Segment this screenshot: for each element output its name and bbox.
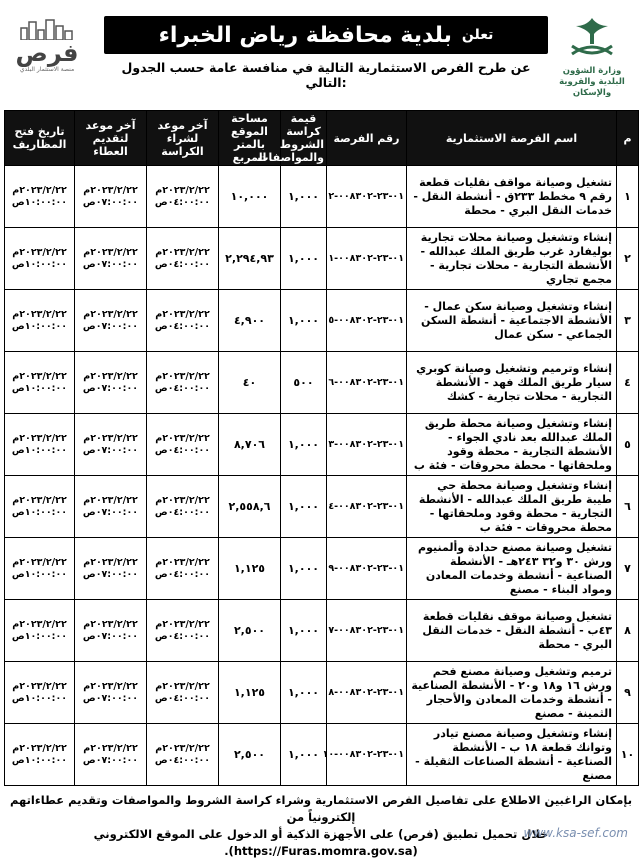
table-header-row	[5, 111, 639, 166]
last-submit-date: ٢٠٢٣/٢/٢٢م ٠٧:٠٠:٠٠ص	[75, 414, 147, 476]
table-row	[5, 414, 639, 476]
last-submit-date: ٢٠٢٣/٢/٢٢م ٠٧:٠٠:٠٠ص	[75, 290, 147, 352]
watermark: www.ksa-sef.com	[523, 826, 628, 840]
col-header-price: قيمة كراسة الشروط والمواصفات	[281, 111, 327, 166]
opportunity-name: إنشاء وتشغيل وصيانة سكن عمال - الأنشطة الاجتماعية - أنشطة السكن الجماعي - سكن عمال	[407, 290, 617, 352]
booklet-price: ٥٠٠	[281, 352, 327, 414]
row-index: ٦	[617, 476, 639, 538]
row-index: ١٠	[617, 724, 639, 786]
col-header-m: م	[617, 111, 639, 166]
table-row	[5, 476, 639, 538]
booklet-price: ١,٠٠٠	[281, 662, 327, 724]
skyline-icon	[19, 18, 75, 40]
site-area: ١٠,٠٠٠	[219, 166, 281, 228]
open-date: ٢٠٢٣/٢/٢٢م ١٠:٠٠:٠٠ص	[5, 476, 75, 538]
opportunity-name: تشغيل وصيانة مواقف نقليات قطعة رقم ٩ مخطط ٢٣٣ق - أنشطة النقل - خدمات النقل البري - محطة	[407, 166, 617, 228]
opportunity-name: ترميم وتشغيل وصيانة مصنع فحم ورش ١٦ و١٨ و٢٠ - الأنشطة الصناعية - أنشطة وخدمات المعادن والأحجار الثمينة - مصنع	[407, 662, 617, 724]
open-date: ٢٠٢٣/٢/٢٢م ١٠:٠٠:٠٠ص	[5, 166, 75, 228]
page-title: بلدية محافظة رياض الخبراء	[158, 22, 452, 48]
col-header-open-date: تاريخ فتح المظاريف	[5, 111, 75, 166]
opportunities-table	[4, 110, 639, 786]
opportunity-name: إنشاء وتشغيل وصيانة محطة حي طيبة طريق الملك عبدالله - الأنشطة التجارية - محطة وقود وملحقاتها - محطة محروقات - فئة ب	[407, 476, 617, 538]
last-buy-date: ٢٠٢٣/٢/٢٢م ٠٤:٠٠:٠٠ص	[147, 538, 219, 600]
subtitle: عن طرح الفرص الاستثمارية التالية في منافسة عامة حسب الجدول التالي:	[121, 60, 531, 90]
opportunity-number: ٠١-٢٣-٠٠٨٣٠٢-٥	[327, 290, 407, 352]
col-header-opportunity: اسم الفرصة الاستثمارية	[407, 111, 617, 166]
table-row	[5, 662, 639, 724]
opportunity-number: ٠١-٢٣-٠٠٨٣٠٢-٦	[327, 352, 407, 414]
site-area: ٢,٢٩٤,٩٣	[219, 228, 281, 290]
booklet-price: ١,٠٠٠	[281, 228, 327, 290]
last-buy-date: ٢٠٢٣/٢/٢٢م ٠٤:٠٠:٠٠ص	[147, 228, 219, 290]
site-area: ٢,٥٠٠	[219, 600, 281, 662]
site-area: ٤,٩٠٠	[219, 290, 281, 352]
opportunity-number: ٠١-٢٣-٠٠٨٣٠٢-١٠	[327, 724, 407, 786]
site-area: ١,١٢٥	[219, 662, 281, 724]
palm-swords-emblem-icon	[562, 14, 622, 62]
table-row	[5, 352, 639, 414]
open-date: ٢٠٢٣/٢/٢٢م ١٠:٠٠:٠٠ص	[5, 352, 75, 414]
last-buy-date: ٢٠٢٣/٢/٢٢م ٠٤:٠٠:٠٠ص	[147, 476, 219, 538]
title-prefix: تعلن	[461, 27, 494, 43]
booklet-price: ١,٠٠٠	[281, 600, 327, 662]
opportunity-name: إنشاء وترميم وتشغيل وصيانة كوبري سيار طريق الملك فهد - الأنشطة التجارية - محلات تجارية - كشك	[407, 352, 617, 414]
table-body	[5, 166, 639, 786]
booklet-price: ١,٠٠٠	[281, 166, 327, 228]
opportunity-name: تشغيل وصيانة موقف نقليات قطعة ٤٣ب - أنشطة النقل - خدمات النقل البري - محطة	[407, 600, 617, 662]
col-header-last-submit: آخر موعد لتقديم العطاء	[75, 111, 147, 166]
table-row	[5, 538, 639, 600]
title-banner	[104, 16, 548, 54]
furas-logo-text: فرص	[15, 39, 79, 67]
open-date: ٢٠٢٣/٢/٢٢م ١٠:٠٠:٠٠ص	[5, 290, 75, 352]
table-row	[5, 724, 639, 786]
opportunity-number: ٠١-٢٣-٠٠٨٣٠٢-٨	[327, 662, 407, 724]
booklet-price: ١,٠٠٠	[281, 538, 327, 600]
site-area: ٨,٧٠٦	[219, 414, 281, 476]
booklet-price: ١,٠٠٠	[281, 414, 327, 476]
last-buy-date: ٢٠٢٣/٢/٢٢م ٠٤:٠٠:٠٠ص	[147, 600, 219, 662]
table-row	[5, 166, 639, 228]
ministry-logo	[550, 14, 634, 98]
site-area: ٤٠	[219, 352, 281, 414]
table-row	[5, 600, 639, 662]
table-row	[5, 290, 639, 352]
opportunity-name: إنشاء وتشغيل وصيانة مصنع تيادر وتوانك قطعة ١٨ ب - الأنشطة الصناعية - أنشطة الصناعات الثقيلة - مصنع	[407, 724, 617, 786]
last-submit-date: ٢٠٢٣/٢/٢٢م ٠٧:٠٠:٠٠ص	[75, 166, 147, 228]
header	[4, 4, 638, 112]
site-area: ١,١٢٥	[219, 538, 281, 600]
last-buy-date: ٢٠٢٣/٢/٢٢م ٠٤:٠٠:٠٠ص	[147, 290, 219, 352]
last-submit-date: ٢٠٢٣/٢/٢٢م ٠٧:٠٠:٠٠ص	[75, 724, 147, 786]
opportunity-name: تشغيل وصيانة مصنع حدادة وألمنيوم ورش ٣٠ و٣٢ ٢٤٣هـ - الأنشطة الصناعية - أنشطة وخدمات المعادن ومواد البناء - مصنع	[407, 538, 617, 600]
row-index: ٩	[617, 662, 639, 724]
opportunity-name: إنشاء وتشغيل وصيانة محطة طريق الملك عبدالله بعد نادي الجواء - الأنشطة التجارية - محطة وقود وملحقاتها - محطة محروقات - فئة ب	[407, 414, 617, 476]
last-submit-date: ٢٠٢٣/٢/٢٢م ٠٧:٠٠:٠٠ص	[75, 538, 147, 600]
row-index: ٤	[617, 352, 639, 414]
site-area: ٢,٥٥٨,٦	[219, 476, 281, 538]
booklet-price: ١,٠٠٠	[281, 290, 327, 352]
furas-logo	[12, 18, 82, 88]
open-date: ٢٠٢٣/٢/٢٢م ١٠:٠٠:٠٠ص	[5, 228, 75, 290]
row-index: ٢	[617, 228, 639, 290]
opportunity-number: ٠١-٢٣-٠٠٨٣٠٢-٧	[327, 600, 407, 662]
last-submit-date: ٢٠٢٣/٢/٢٢م ٠٧:٠٠:٠٠ص	[75, 352, 147, 414]
row-index: ٥	[617, 414, 639, 476]
booklet-price: ١,٠٠٠	[281, 724, 327, 786]
opportunity-number: ٠١-٢٣-٠٠٨٣٠٢-٣	[327, 414, 407, 476]
last-submit-date: ٢٠٢٣/٢/٢٢م ٠٧:٠٠:٠٠ص	[75, 476, 147, 538]
footer-line-1: بإمكان الراغبين الاطلاع على تفاصيل الفرص الاستثمارية وشراء كراسة الشروط والمواصفات وتقديم عطاءاتهم إلكترونياً من	[9, 793, 633, 824]
last-submit-date: ٢٠٢٣/٢/٢٢م ٠٧:٠٠:٠٠ص	[75, 600, 147, 662]
opportunity-number: ٠١-٢٣-٠٠٨٣٠٢-٩	[327, 538, 407, 600]
last-buy-date: ٢٠٢٣/٢/٢٢م ٠٤:٠٠:٠٠ص	[147, 352, 219, 414]
opportunity-number: ٠١-٢٣-٠٠٨٣٠٢-٢	[327, 166, 407, 228]
opportunity-number: ٠١-٢٣-٠٠٨٣٠٢-١	[327, 228, 407, 290]
site-area: ٢,٥٠٠	[219, 724, 281, 786]
open-date: ٢٠٢٣/٢/٢٢م ١٠:٠٠:٠٠ص	[5, 600, 75, 662]
last-submit-date: ٢٠٢٣/٢/٢٢م ٠٧:٠٠:٠٠ص	[75, 228, 147, 290]
open-date: ٢٠٢٣/٢/٢٢م ١٠:٠٠:٠٠ص	[5, 414, 75, 476]
last-buy-date: ٢٠٢٣/٢/٢٢م ٠٤:٠٠:٠٠ص	[147, 724, 219, 786]
last-buy-date: ٢٠٢٣/٢/٢٢م ٠٤:٠٠:٠٠ص	[147, 166, 219, 228]
open-date: ٢٠٢٣/٢/٢٢م ١٠:٠٠:٠٠ص	[5, 724, 75, 786]
advertisement-page	[4, 4, 638, 858]
open-date: ٢٠٢٣/٢/٢٢م ١٠:٠٠:٠٠ص	[5, 662, 75, 724]
row-index: ٨	[617, 600, 639, 662]
col-header-last-buy: آخر موعد لشراء الكراسة	[147, 111, 219, 166]
col-header-number: رقم الفرصة	[327, 111, 407, 166]
row-index: ٣	[617, 290, 639, 352]
last-buy-date: ٢٠٢٣/٢/٢٢م ٠٤:٠٠:٠٠ص	[147, 414, 219, 476]
row-index: ٧	[617, 538, 639, 600]
furas-logo-subtext: منصة الاستثمار البلدي	[19, 66, 75, 73]
booklet-price: ١,٠٠٠	[281, 476, 327, 538]
ministry-name: وزارة الشؤون البلدية والقروية والإسكان	[559, 66, 625, 98]
last-buy-date: ٢٠٢٣/٢/٢٢م ٠٤:٠٠:٠٠ص	[147, 662, 219, 724]
open-date: ٢٠٢٣/٢/٢٢م ١٠:٠٠:٠٠ص	[5, 538, 75, 600]
footer-line-2: خلال تحميل تطبيق (فرص) على الأجهزة الذكية أو الدخول على الموقع الالكتروني (https://Furas.momra.gov.sa).	[93, 827, 549, 858]
table-row	[5, 228, 639, 290]
row-index: ١	[617, 166, 639, 228]
last-submit-date: ٢٠٢٣/٢/٢٢م ٠٧:٠٠:٠٠ص	[75, 662, 147, 724]
col-header-area: مساحة الموقع بالمتر المربع	[219, 111, 281, 166]
opportunity-name: إنشاء وتشغيل وصيانة محلات تجارية بوليفارد غرب طريق الملك عبدالله - الأنشطة التجارية - محلات تجارية - مجمع تجاري	[407, 228, 617, 290]
opportunity-number: ٠١-٢٣-٠٠٨٣٠٢-٤	[327, 476, 407, 538]
